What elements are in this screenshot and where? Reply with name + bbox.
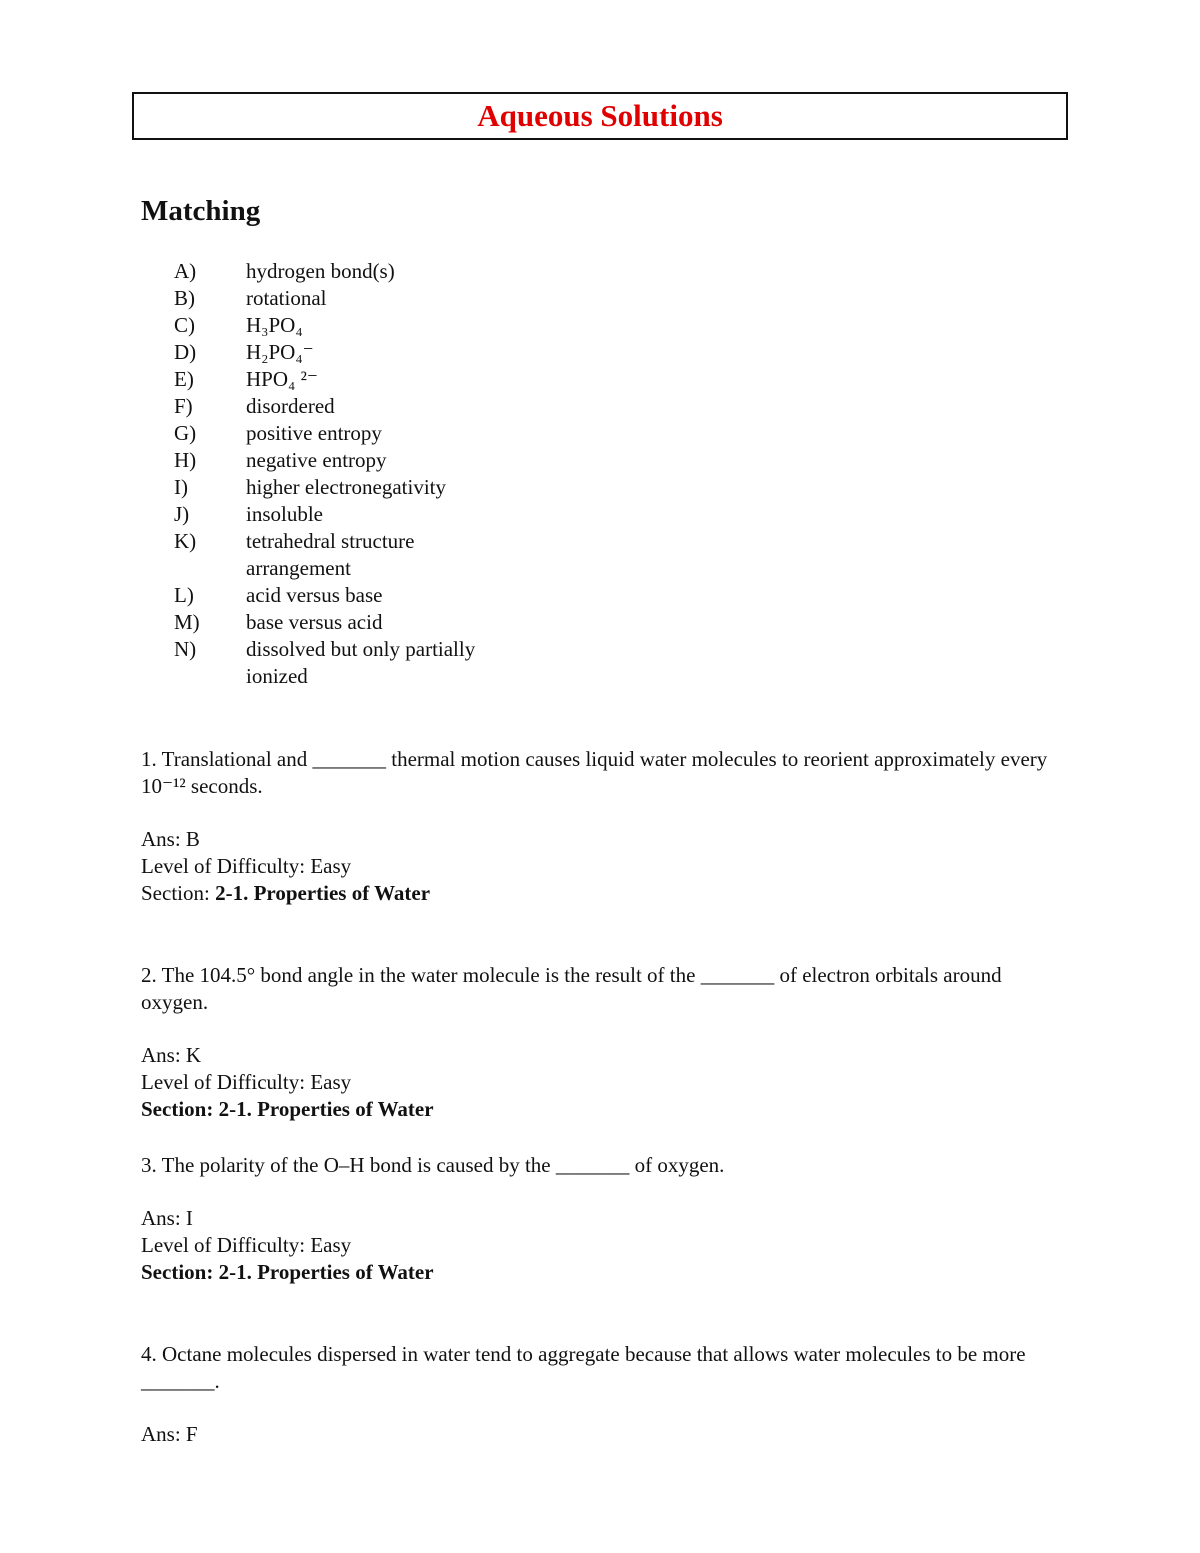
document-title: Aqueous Solutions [477,98,723,133]
section-label: Section: [141,881,216,905]
matching-item [174,393,516,420]
matching-text: H₃PO₄ [246,313,303,337]
matching-text: negative entropy [246,448,387,472]
question-stem: 2. The 104.5° bond angle in the water molecule is the result of the _______ of electron orbitals around oxygen. [141,963,1002,1014]
matching-letter: N) [174,637,197,661]
section-line [141,1259,1071,1286]
answer: Ans: I [141,1206,193,1230]
section-value: 2-1. Properties of Water [215,881,431,905]
section-label: Section: [141,1097,219,1121]
section-label: Section: [141,1260,219,1284]
matching-item [174,312,516,339]
matching-text: dissolved but only partially ionized [246,637,476,688]
difficulty: Level of Difficulty: Easy [141,1233,352,1257]
matching-list [174,258,516,690]
question-stem: 1. Translational and _______ thermal motion causes liquid water molecules to reorient approximately every 10⁻¹² seconds. [141,747,1048,798]
matching-letter: F) [174,394,193,418]
matching-letter: K) [174,529,197,553]
answer: Ans: K [141,1043,202,1067]
matching-letter: L) [174,583,194,607]
matching-item [174,339,516,366]
matching-item [174,474,516,501]
matching-letter: D) [174,340,197,364]
section-heading: Matching [141,195,261,227]
section-value: 2-1. Properties of Water [218,1097,434,1121]
matching-letter: C) [174,313,195,337]
question-stem: 3. The polarity of the O–H bond is caused by the _______ of oxygen. [141,1153,725,1177]
matching-text: HPO₄ ²⁻ [246,367,318,391]
matching-item [174,258,516,285]
title-box [132,92,1068,140]
matching-text: higher electronegativity [246,475,447,499]
matching-letter: H) [174,448,197,472]
matching-item [174,501,516,528]
matching-letter: B) [174,286,195,310]
answer: Ans: F [141,1422,198,1446]
section-line [141,1096,1071,1123]
answer: Ans: B [141,827,200,851]
matching-text: disordered [246,394,335,418]
matching-item [174,366,516,393]
matching-letter: I) [174,475,188,499]
question-3 [141,1152,1071,1286]
matching-item [174,285,516,312]
matching-text: tetrahedral structure arrangement [246,529,415,580]
question-2 [141,962,1071,1123]
matching-text: H₂PO₄⁻ [246,340,314,364]
matching-item [174,420,516,447]
matching-item [174,609,516,636]
matching-letter: A) [174,259,197,283]
difficulty: Level of Difficulty: Easy [141,854,352,878]
matching-letter: J) [174,502,190,526]
section-value: 2-1. Properties of Water [218,1260,434,1284]
matching-letter: M) [174,610,200,634]
matching-text: hydrogen bond(s) [246,259,395,283]
matching-item [174,447,516,474]
matching-text: acid versus base [246,583,383,607]
section-line [141,880,1071,907]
matching-item [174,582,516,609]
matching-letter: E) [174,367,194,391]
matching-text: rotational [246,286,327,310]
question-1 [141,746,1071,907]
matching-text: insoluble [246,502,323,526]
matching-text: positive entropy [246,421,382,445]
matching-letter: G) [174,421,197,445]
question-stem: 4. Octane molecules dispersed in water tend to aggregate because that allows water molecules to be more _______. [141,1342,1026,1393]
matching-text: base versus acid [246,610,383,634]
question-4 [141,1341,1071,1448]
difficulty: Level of Difficulty: Easy [141,1070,352,1094]
matching-item [174,528,516,582]
matching-item [174,636,516,690]
